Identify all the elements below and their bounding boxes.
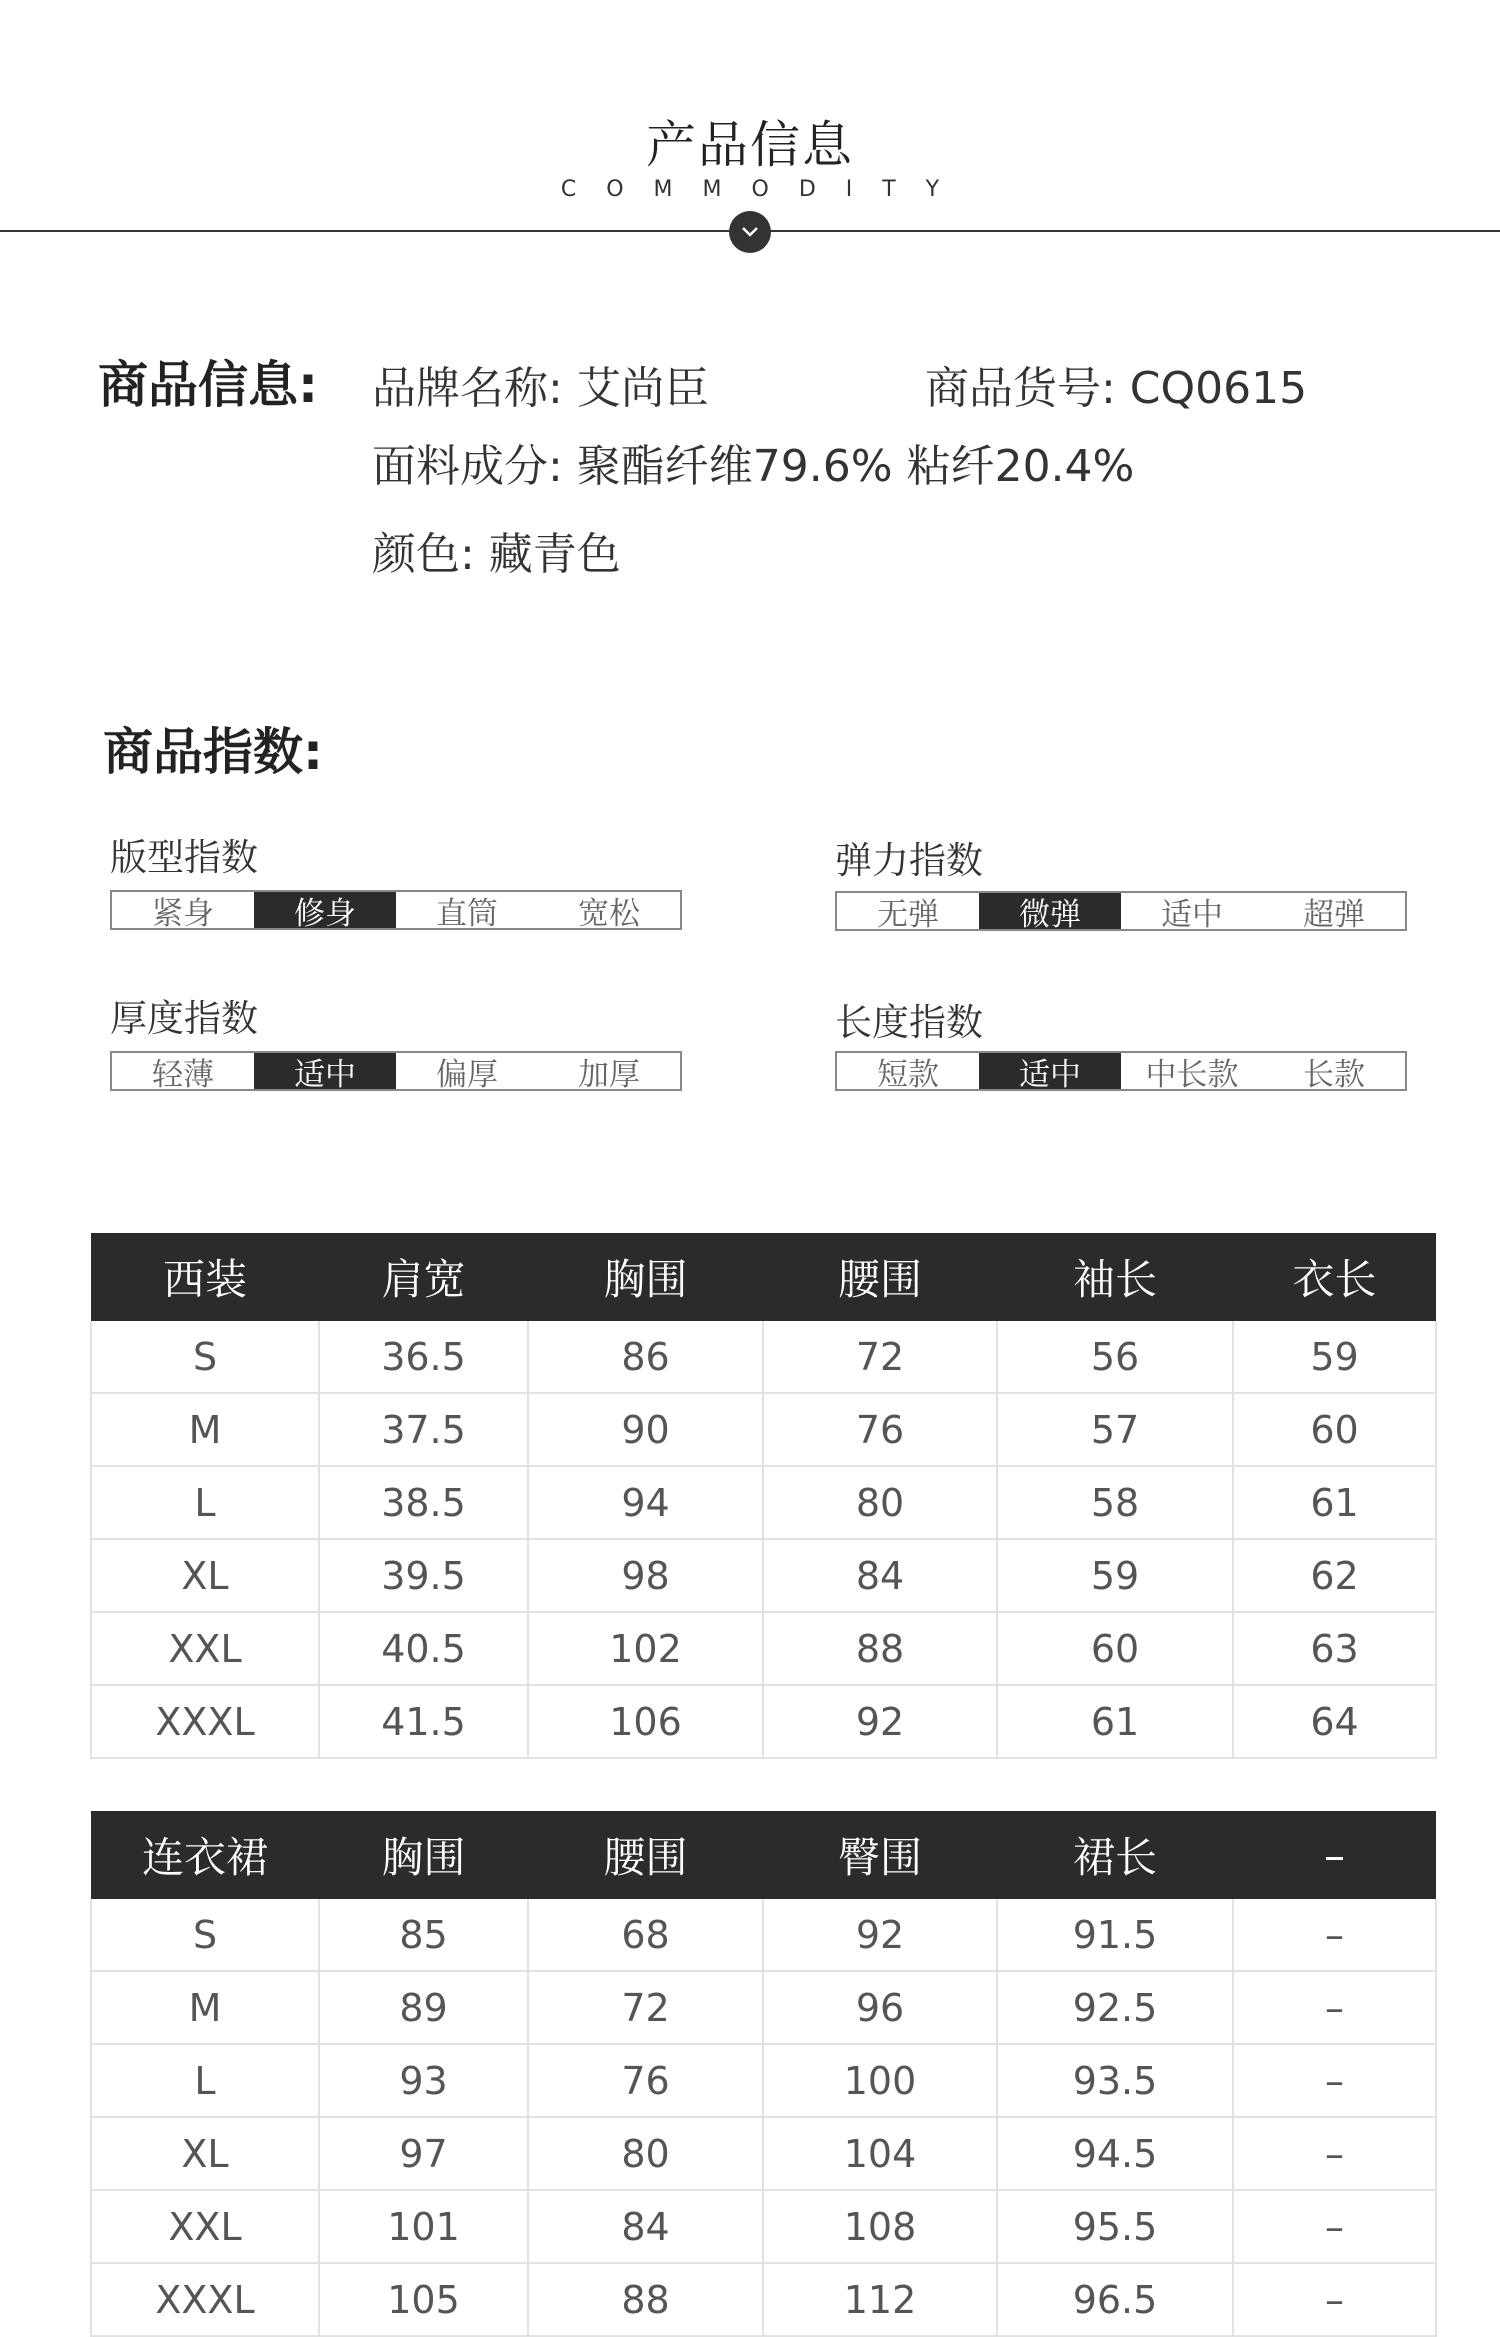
measurement-cell: 97 — [319, 2117, 528, 2190]
size-cell: XL — [91, 1539, 319, 1612]
measurement-cell: – — [1233, 2044, 1436, 2117]
scale-option: 轻薄 — [152, 1056, 214, 1093]
indices-heading: 商品指数: — [103, 723, 323, 781]
measurement-cell: 72 — [528, 1971, 763, 2044]
measurement-cell: – — [1233, 2263, 1436, 2336]
column-header: 裙长 — [997, 1811, 1233, 1899]
measurement-cell: 89 — [319, 1971, 528, 2044]
measurement-cell: 96 — [763, 1971, 997, 2044]
measurement-cell: – — [1233, 2117, 1436, 2190]
measurement-cell: 91.5 — [997, 1899, 1233, 1971]
scale-option: 紧身 — [152, 895, 214, 932]
measurement-cell: 80 — [528, 2117, 763, 2190]
table-row — [91, 2117, 1436, 2190]
measurement-cell: 101 — [319, 2190, 528, 2263]
fabric-composition: 面料成分: 聚酯纤维79.6% 粘纤20.4% — [372, 441, 1135, 492]
scale-option-selected: 适中 — [979, 1053, 1121, 1089]
size-cell: L — [91, 1466, 319, 1539]
size-cell: XXXL — [91, 2263, 319, 2336]
measurement-cell: 94 — [528, 1466, 763, 1539]
page-subtitle: COMMODITY — [560, 177, 970, 202]
measurement-cell: 56 — [997, 1321, 1233, 1393]
measurement-cell: 96.5 — [997, 2263, 1233, 2336]
measurement-cell: 88 — [763, 1612, 997, 1685]
measurement-cell: – — [1233, 1899, 1436, 1971]
measurement-cell: 39.5 — [319, 1539, 528, 1612]
measurement-cell: 60 — [997, 1612, 1233, 1685]
sku-number: 商品货号: CQ0615 — [925, 363, 1308, 414]
length-index-scale — [835, 1051, 1407, 1091]
measurement-cell: 58 — [997, 1466, 1233, 1539]
column-header: – — [1233, 1811, 1436, 1899]
scale-option: 宽松 — [578, 895, 640, 932]
measurement-cell: 61 — [997, 1685, 1233, 1758]
size-cell: XL — [91, 2117, 319, 2190]
scale-option: 直筒 — [436, 895, 498, 932]
measurement-cell: 59 — [1233, 1321, 1436, 1393]
column-header: 袖长 — [997, 1233, 1233, 1321]
thickness-index-scale — [110, 1051, 682, 1091]
column-header: 腰围 — [763, 1233, 997, 1321]
scale-option-selected: 微弹 — [979, 893, 1121, 929]
measurement-cell: 92 — [763, 1685, 997, 1758]
measurement-cell: 62 — [1233, 1539, 1436, 1612]
size-cell: M — [91, 1971, 319, 2044]
measurement-cell: 63 — [1233, 1612, 1436, 1685]
measurement-cell: 57 — [997, 1393, 1233, 1466]
measurement-cell: 90 — [528, 1393, 763, 1466]
size-cell: XXXL — [91, 1685, 319, 1758]
measurement-cell: 85 — [319, 1899, 528, 1971]
measurement-cell: 76 — [528, 2044, 763, 2117]
scale-option: 长款 — [1303, 1056, 1365, 1093]
measurement-cell: 94.5 — [997, 2117, 1233, 2190]
measurement-cell: 104 — [763, 2117, 997, 2190]
length-index-label: 长度指数 — [835, 1001, 983, 1044]
suit-size-table — [90, 1233, 1437, 1759]
measurement-cell: 92.5 — [997, 1971, 1233, 2044]
scale-option: 适中 — [1161, 896, 1223, 933]
measurement-cell: 106 — [528, 1685, 763, 1758]
measurement-cell: 93 — [319, 2044, 528, 2117]
table-row — [91, 1971, 1436, 2044]
measurement-cell: – — [1233, 1971, 1436, 2044]
table-row — [91, 2263, 1436, 2336]
measurement-cell: 98 — [528, 1539, 763, 1612]
measurement-cell: 84 — [763, 1539, 997, 1612]
column-header: 肩宽 — [319, 1233, 528, 1321]
column-header: 胸围 — [319, 1811, 528, 1899]
scale-option-selected: 适中 — [254, 1053, 396, 1089]
measurement-cell: 40.5 — [319, 1612, 528, 1685]
table-row — [91, 2044, 1436, 2117]
size-cell: XXL — [91, 1612, 319, 1685]
table-row — [91, 1685, 1436, 1758]
measurement-cell: 60 — [1233, 1393, 1436, 1466]
measurement-cell: 102 — [528, 1612, 763, 1685]
table-row — [91, 1321, 1436, 1393]
chevron-down-icon — [729, 211, 771, 253]
measurement-cell: 68 — [528, 1899, 763, 1971]
elastic-index-label: 弹力指数 — [835, 839, 983, 882]
size-cell: L — [91, 2044, 319, 2117]
table-row — [91, 1612, 1436, 1685]
measurement-cell: 112 — [763, 2263, 997, 2336]
scale-option: 无弹 — [877, 896, 939, 933]
page-title: 产品信息 — [646, 116, 854, 174]
fit-index-scale — [110, 890, 682, 930]
table-header-row — [91, 1811, 1436, 1899]
product-color: 颜色: 藏青色 — [372, 529, 621, 580]
measurement-cell: 59 — [997, 1539, 1233, 1612]
table-row — [91, 2190, 1436, 2263]
size-cell: S — [91, 1321, 319, 1393]
measurement-cell: 37.5 — [319, 1393, 528, 1466]
table-row — [91, 1539, 1436, 1612]
measurement-cell: 80 — [763, 1466, 997, 1539]
table-row — [91, 1466, 1436, 1539]
measurement-cell: 41.5 — [319, 1685, 528, 1758]
measurement-cell: 64 — [1233, 1685, 1436, 1758]
measurement-cell: – — [1233, 2190, 1436, 2263]
measurement-cell: 72 — [763, 1321, 997, 1393]
scale-option: 短款 — [877, 1056, 939, 1093]
column-header: 胸围 — [528, 1233, 763, 1321]
table-row — [91, 1899, 1436, 1971]
column-header: 衣长 — [1233, 1233, 1436, 1321]
size-cell: S — [91, 1899, 319, 1971]
measurement-cell: 93.5 — [997, 2044, 1233, 2117]
measurement-cell: 76 — [763, 1393, 997, 1466]
thickness-index-label: 厚度指数 — [110, 997, 258, 1040]
scale-option: 中长款 — [1145, 1056, 1239, 1093]
measurement-cell: 36.5 — [319, 1321, 528, 1393]
table-row — [91, 1393, 1436, 1466]
measurement-cell: 86 — [528, 1321, 763, 1393]
scale-option-selected: 修身 — [254, 892, 396, 928]
fit-index-label: 版型指数 — [110, 836, 258, 879]
scale-option: 偏厚 — [436, 1056, 498, 1093]
elastic-index-scale — [835, 891, 1407, 931]
measurement-cell: 84 — [528, 2190, 763, 2263]
scale-option: 超弹 — [1303, 896, 1365, 933]
dress-size-table — [90, 1811, 1437, 2337]
measurement-cell: 92 — [763, 1899, 997, 1971]
column-header: 西装 — [91, 1233, 319, 1321]
column-header: 连衣裙 — [91, 1811, 319, 1899]
column-header: 腰围 — [528, 1811, 763, 1899]
measurement-cell: 105 — [319, 2263, 528, 2336]
size-cell: M — [91, 1393, 319, 1466]
column-header: 臀围 — [763, 1811, 997, 1899]
brand-name: 品牌名称: 艾尚臣 — [372, 363, 709, 414]
size-cell: XXL — [91, 2190, 319, 2263]
table-header-row — [91, 1233, 1436, 1321]
measurement-cell: 38.5 — [319, 1466, 528, 1539]
scale-option: 加厚 — [578, 1056, 640, 1093]
measurement-cell: 88 — [528, 2263, 763, 2336]
info-heading: 商品信息: — [98, 356, 318, 414]
measurement-cell: 108 — [763, 2190, 997, 2263]
measurement-cell: 61 — [1233, 1466, 1436, 1539]
measurement-cell: 100 — [763, 2044, 997, 2117]
measurement-cell: 95.5 — [997, 2190, 1233, 2263]
